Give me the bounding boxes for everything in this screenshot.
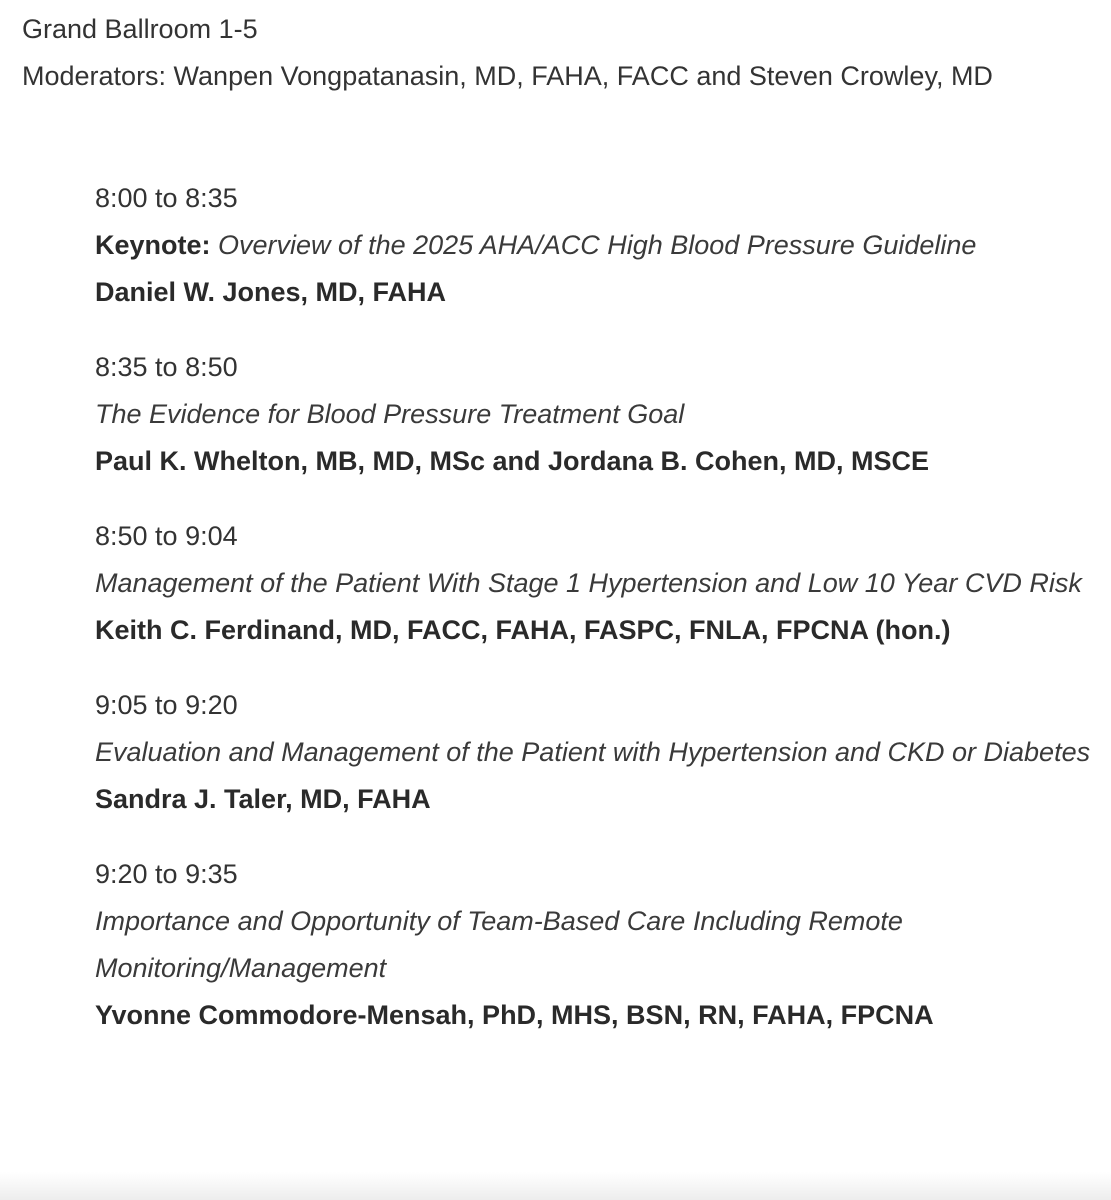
session-title-text: The Evidence for Blood Pressure Treatment Goal <box>95 399 685 429</box>
session-header <box>22 6 1107 100</box>
moderators-text: Moderators: Wanpen Vongpatanasin, MD, FAHA, FACC and Steven Crowley, MD <box>22 61 993 91</box>
session-title <box>95 222 1095 269</box>
session-speaker: Paul K. Whelton, MB, MD, MSc and Jordana B. Cohen, MD, MSCE <box>95 446 930 476</box>
session-item <box>95 513 1095 654</box>
session-item <box>95 682 1095 823</box>
session-time: 9:20 to 9:35 <box>95 859 238 889</box>
session-title-text: Management of the Patient With Stage 1 Hypertension and Low 10 Year CVD Risk <box>95 568 1082 598</box>
session-time: 9:05 to 9:20 <box>95 690 238 720</box>
session-speaker: Yvonne Commodore-Mensah, PhD, MHS, BSN, RN, FAHA, FPCNA <box>95 1000 934 1030</box>
session-title <box>95 560 1095 607</box>
session-list <box>95 175 1095 1067</box>
session-item <box>95 175 1095 316</box>
bottom-fade <box>0 1172 1111 1200</box>
session-title <box>95 729 1095 776</box>
session-title-text: Evaluation and Management of the Patient with Hypertension and CKD or Diabetes <box>95 737 1091 767</box>
session-item <box>95 851 1095 1039</box>
session-title <box>95 391 1095 438</box>
session-time: 8:00 to 8:35 <box>95 183 238 213</box>
session-speaker: Keith C. Ferdinand, MD, FACC, FAHA, FASPC, FNLA, FPCNA (hon.) <box>95 615 951 645</box>
session-title-text: Overview of the 2025 AHA/ACC High Blood Pressure Guideline <box>218 230 977 260</box>
session-time: 8:35 to 8:50 <box>95 352 238 382</box>
room-name: Grand Ballroom 1-5 <box>22 14 258 44</box>
session-item <box>95 344 1095 485</box>
session-speaker: Sandra J. Taler, MD, FAHA <box>95 784 431 814</box>
session-speaker: Daniel W. Jones, MD, FAHA <box>95 277 447 307</box>
session-title <box>95 898 1095 992</box>
session-title-text: Importance and Opportunity of Team-Based Care Including Remote Monitoring/Management <box>95 906 903 983</box>
keynote-label: Keynote: <box>95 230 211 260</box>
session-time: 8:50 to 9:04 <box>95 521 238 551</box>
